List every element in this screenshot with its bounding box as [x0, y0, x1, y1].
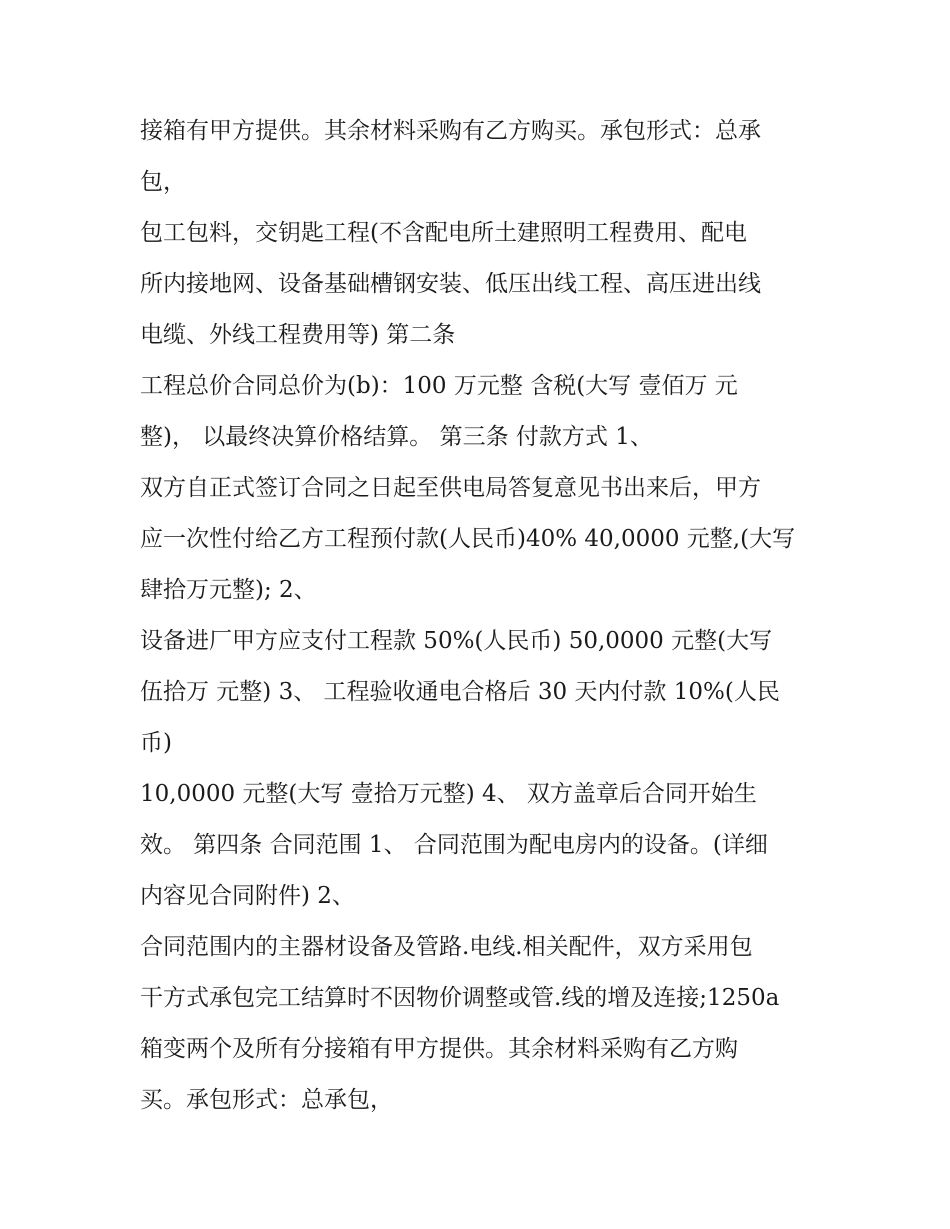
text-line: 伍拾万 元整) 3、 工程验收通电合格后 30 天内付款 10%(人民	[140, 679, 780, 705]
contract-text-body	[140, 106, 820, 1126]
text-line: 工程总价合同总价为(b)：100 万元整 含税(大写 壹佰万 元	[140, 373, 738, 399]
text-line: 接箱有甲方提供。其余材料采购有乙方购买。承包形式：总承	[140, 118, 761, 144]
text-line: 包，	[140, 169, 186, 195]
text-line: 整)， 以最终决算价格结算。 第三条 付款方式 1、	[140, 424, 653, 450]
text-line: 设备进厂甲方应支付工程款 50%(人民币) 50,0000 元整(大写	[140, 628, 773, 654]
text-line: 10,0000 元整(大写 壹拾万元整) 4、 双方盖章后合同开始生	[140, 781, 757, 807]
text-line: 干方式承包完工结算时不因物价调整或管.线的增及连接;1250a	[140, 985, 780, 1011]
text-line: 箱变两个及所有分接箱有甲方提供。其余材料采购有乙方购	[140, 1036, 738, 1062]
text-line: 合同范围内的主器材设备及管路.电线.相关配件，双方采用包	[140, 934, 753, 960]
text-line: 内容见合同附件) 2、	[140, 883, 355, 909]
text-line: 币)	[140, 730, 172, 756]
text-line: 买。承包形式：总承包，	[140, 1087, 393, 1113]
text-line: 应一次性付给乙方工程预付款(人民币)40% 40,0000 元整,(大写	[140, 526, 796, 552]
text-line: 效。 第四条 合同范围 1、 合同范围为配电房内的设备。(详细	[140, 832, 768, 858]
text-line: 电缆、外线工程费用等) 第二条	[140, 322, 456, 348]
text-line: 双方自正式签订合同之日起至供电局答复意见书出来后，甲方	[140, 475, 761, 501]
text-line: 包工包料，交钥匙工程(不含配电所土建照明工程费用、配电	[140, 220, 747, 246]
text-line: 肆拾万元整); 2、	[140, 577, 317, 603]
text-line: 所内接地网、设备基础槽钢安装、低压出线工程、高压进出线	[140, 271, 761, 297]
